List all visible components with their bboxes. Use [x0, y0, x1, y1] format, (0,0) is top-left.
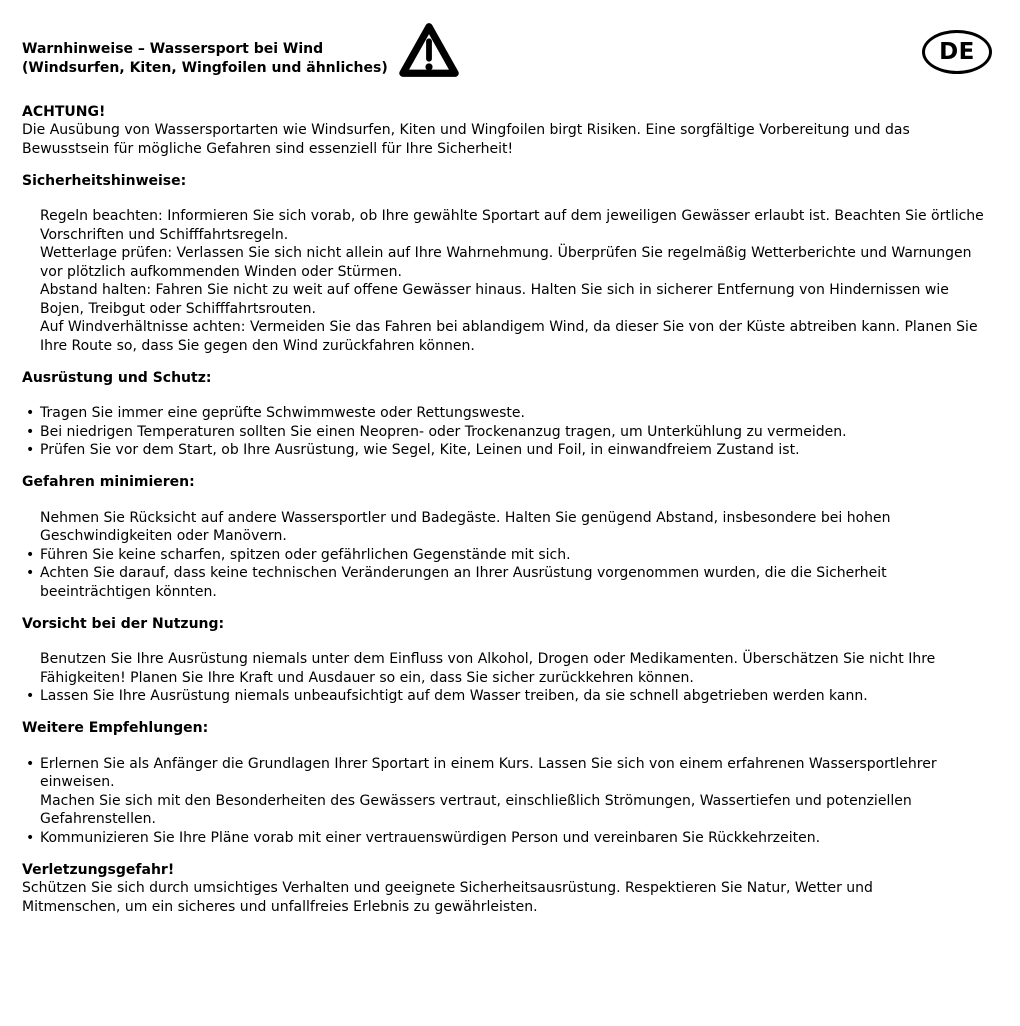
bullet-icon: •: [26, 442, 35, 458]
section-heading-vorsicht: Vorsicht bei der Nutzung:: [22, 615, 225, 632]
bullet-icon: •: [26, 405, 35, 421]
page-title-line2: (Windsurfen, Kiten, Wingfoilen und ähnliches): [22, 59, 388, 76]
language-badge: [922, 30, 992, 74]
list-item: [22, 318, 992, 355]
list-item-text: Prüfen Sie vor dem Start, ob Ihre Ausrüstung, wie Segel, Kite, Leinen und Foil, in einwandfreiem Zustand ist.: [40, 442, 800, 458]
list-item: [22, 207, 992, 244]
list-item-text: Erlernen Sie als Anfänger die Grundlagen Ihrer Sportart in einem Kurs. Lassen Sie sich von einem erfahrenen Wassersportlehrer einweisen.: [40, 755, 937, 790]
list-item-text: Tragen Sie immer eine geprüfte Schwimmweste oder Rettungsweste.: [40, 405, 525, 421]
list-item: [22, 281, 992, 318]
list: [22, 404, 992, 460]
bullet-icon: •: [26, 755, 35, 772]
list-item: [22, 755, 992, 792]
section-heading-achtung: ACHTUNG!: [22, 103, 106, 120]
list-item: [22, 441, 992, 460]
list-item-text: Nehmen Sie Rücksicht auf andere Wassersportler und Badegäste. Halten Sie genügend Abstand, insbesondere bei hohen Geschwindigkeiten oder Manövern.: [40, 509, 891, 544]
warning-triangle-icon: [398, 20, 460, 86]
list-item-text: Auf Windverhältnisse achten: Vermeiden Sie das Fahren bei ablandigem Wind, da dieser Sie von der Küste abtreiben kann. Planen Sie Ihre Route so, dass Sie gegen den Wind zurückfahren können.: [40, 319, 978, 354]
list-item: [22, 404, 992, 423]
list-item: [22, 244, 992, 281]
document-header: [22, 40, 992, 86]
page-title: [22, 40, 388, 77]
list-item: [22, 687, 992, 706]
list-item-text: Wetterlage prüfen: Verlassen Sie sich nicht allein auf Ihre Wahrnehmung. Überprüfen Sie regelmäßig Wetterberichte und Warnungen vor plötzlich aufkommenden Winden oder Stürmen.: [40, 245, 972, 280]
language-badge-label: DE: [939, 38, 975, 65]
list-item: [22, 829, 992, 848]
bullet-icon: •: [26, 423, 35, 440]
list-item: [22, 564, 992, 601]
list: [22, 207, 992, 355]
bullet-icon: •: [26, 829, 35, 846]
paragraph: Die Ausübung von Wassersportarten wie Windsurfen, Kiten und Wingfoilen birgt Risiken. Eine sorgfältige Vorbereitung und das Bewusstsein für mögliche Gefahren sind essenziell für Ihre Sicherheit!: [22, 122, 910, 157]
section-heading-sicherheitshinweise: Sicherheitshinweise:: [22, 172, 187, 189]
list-item-text: Kommunizieren Sie Ihre Pläne vorab mit einer vertrauenswürdigen Person und vereinbaren Sie Rückkehrzeiten.: [40, 829, 821, 846]
section-achtung: [22, 103, 992, 159]
list-item-text: Benutzen Sie Ihre Ausrüstung niemals unter dem Einfluss von Alkohol, Drogen oder Medikamenten. Überschätzen Sie nicht Ihre Fähigkeiten! Planen Sie Ihre Kraft und Ausdauer so ein, dass Sie sicher zurückkehren können.: [40, 651, 936, 686]
bullet-icon: •: [26, 565, 35, 581]
section-heading-gefahren: Gefahren minimieren:: [22, 474, 195, 490]
list-item-text: Führen Sie keine scharfen, spitzen oder gefährlichen Gegenstände mit sich.: [40, 546, 571, 563]
section-ausruestung-und-schutz: [22, 369, 992, 460]
section-heading-weitere: Weitere Empfehlungen:: [22, 720, 209, 736]
list-item: [22, 792, 992, 829]
list-item-text: Lassen Sie Ihre Ausrüstung niemals unbeaufsichtigt auf dem Wasser treiben, da sie schnell abgetrieben werden kann.: [40, 688, 868, 704]
list: [22, 650, 992, 706]
list-item-text: Regeln beachten: Informieren Sie sich vorab, ob Ihre gewählte Sportart auf dem jeweiligen Gewässer erlaubt ist. Beachten Sie örtliche Vorschriften und Schifffahrtsregeln.: [40, 208, 984, 243]
section-sicherheitshinweise: [22, 172, 992, 356]
list: [22, 755, 992, 848]
paragraph: Schützen Sie sich durch umsichtiges Verhalten und geeignete Sicherheitsausrüstung. Respektieren Sie Natur, Wetter und Mitmenschen, um ein sicheres und unfallfreies Erlebnis zu gewährleisten.: [22, 880, 873, 915]
list-item-text: Bei niedrigen Temperaturen sollten Sie einen Neopren- oder Trockenanzug tragen, um Unterkühlung zu vermeiden.: [40, 423, 847, 440]
list-item: [22, 650, 992, 687]
list-item-text: Achten Sie darauf, dass keine technischen Veränderungen an Ihrer Ausrüstung vorgenommen wurden, die die Sicherheit beeinträchtigen könnten.: [40, 565, 887, 600]
section-heading-ausruestung: Ausrüstung und Schutz:: [22, 369, 212, 386]
section-verletzungsgefahr: [22, 861, 992, 917]
page-title-line1: Warnhinweise – Wassersport bei Wind: [22, 41, 324, 57]
list-item: [22, 509, 992, 546]
list-item-text: Abstand halten: Fahren Sie nicht zu weit auf offene Gewässer hinaus. Halten Sie sich in sicherer Entfernung von Hindernissen wie Bojen, Treibgut oder Schifffahrtsrouten.: [40, 282, 949, 317]
bullet-icon: •: [26, 688, 35, 704]
list-item: [22, 423, 992, 442]
section-vorsicht-bei-der-nutzung: [22, 615, 992, 706]
section-gefahren-minimieren: [22, 473, 992, 601]
list-item-text: Machen Sie sich mit den Besonderheiten des Gewässers vertraut, einschließlich Strömungen, Wassertiefen und potenziellen Gefahrenstellen.: [40, 792, 912, 827]
section-heading-verletzungsgefahr: Verletzungsgefahr!: [22, 861, 175, 878]
bullet-icon: •: [26, 546, 35, 563]
section-weitere-empfehlungen: [22, 719, 992, 847]
list: [22, 509, 992, 602]
list-item: [22, 546, 992, 565]
